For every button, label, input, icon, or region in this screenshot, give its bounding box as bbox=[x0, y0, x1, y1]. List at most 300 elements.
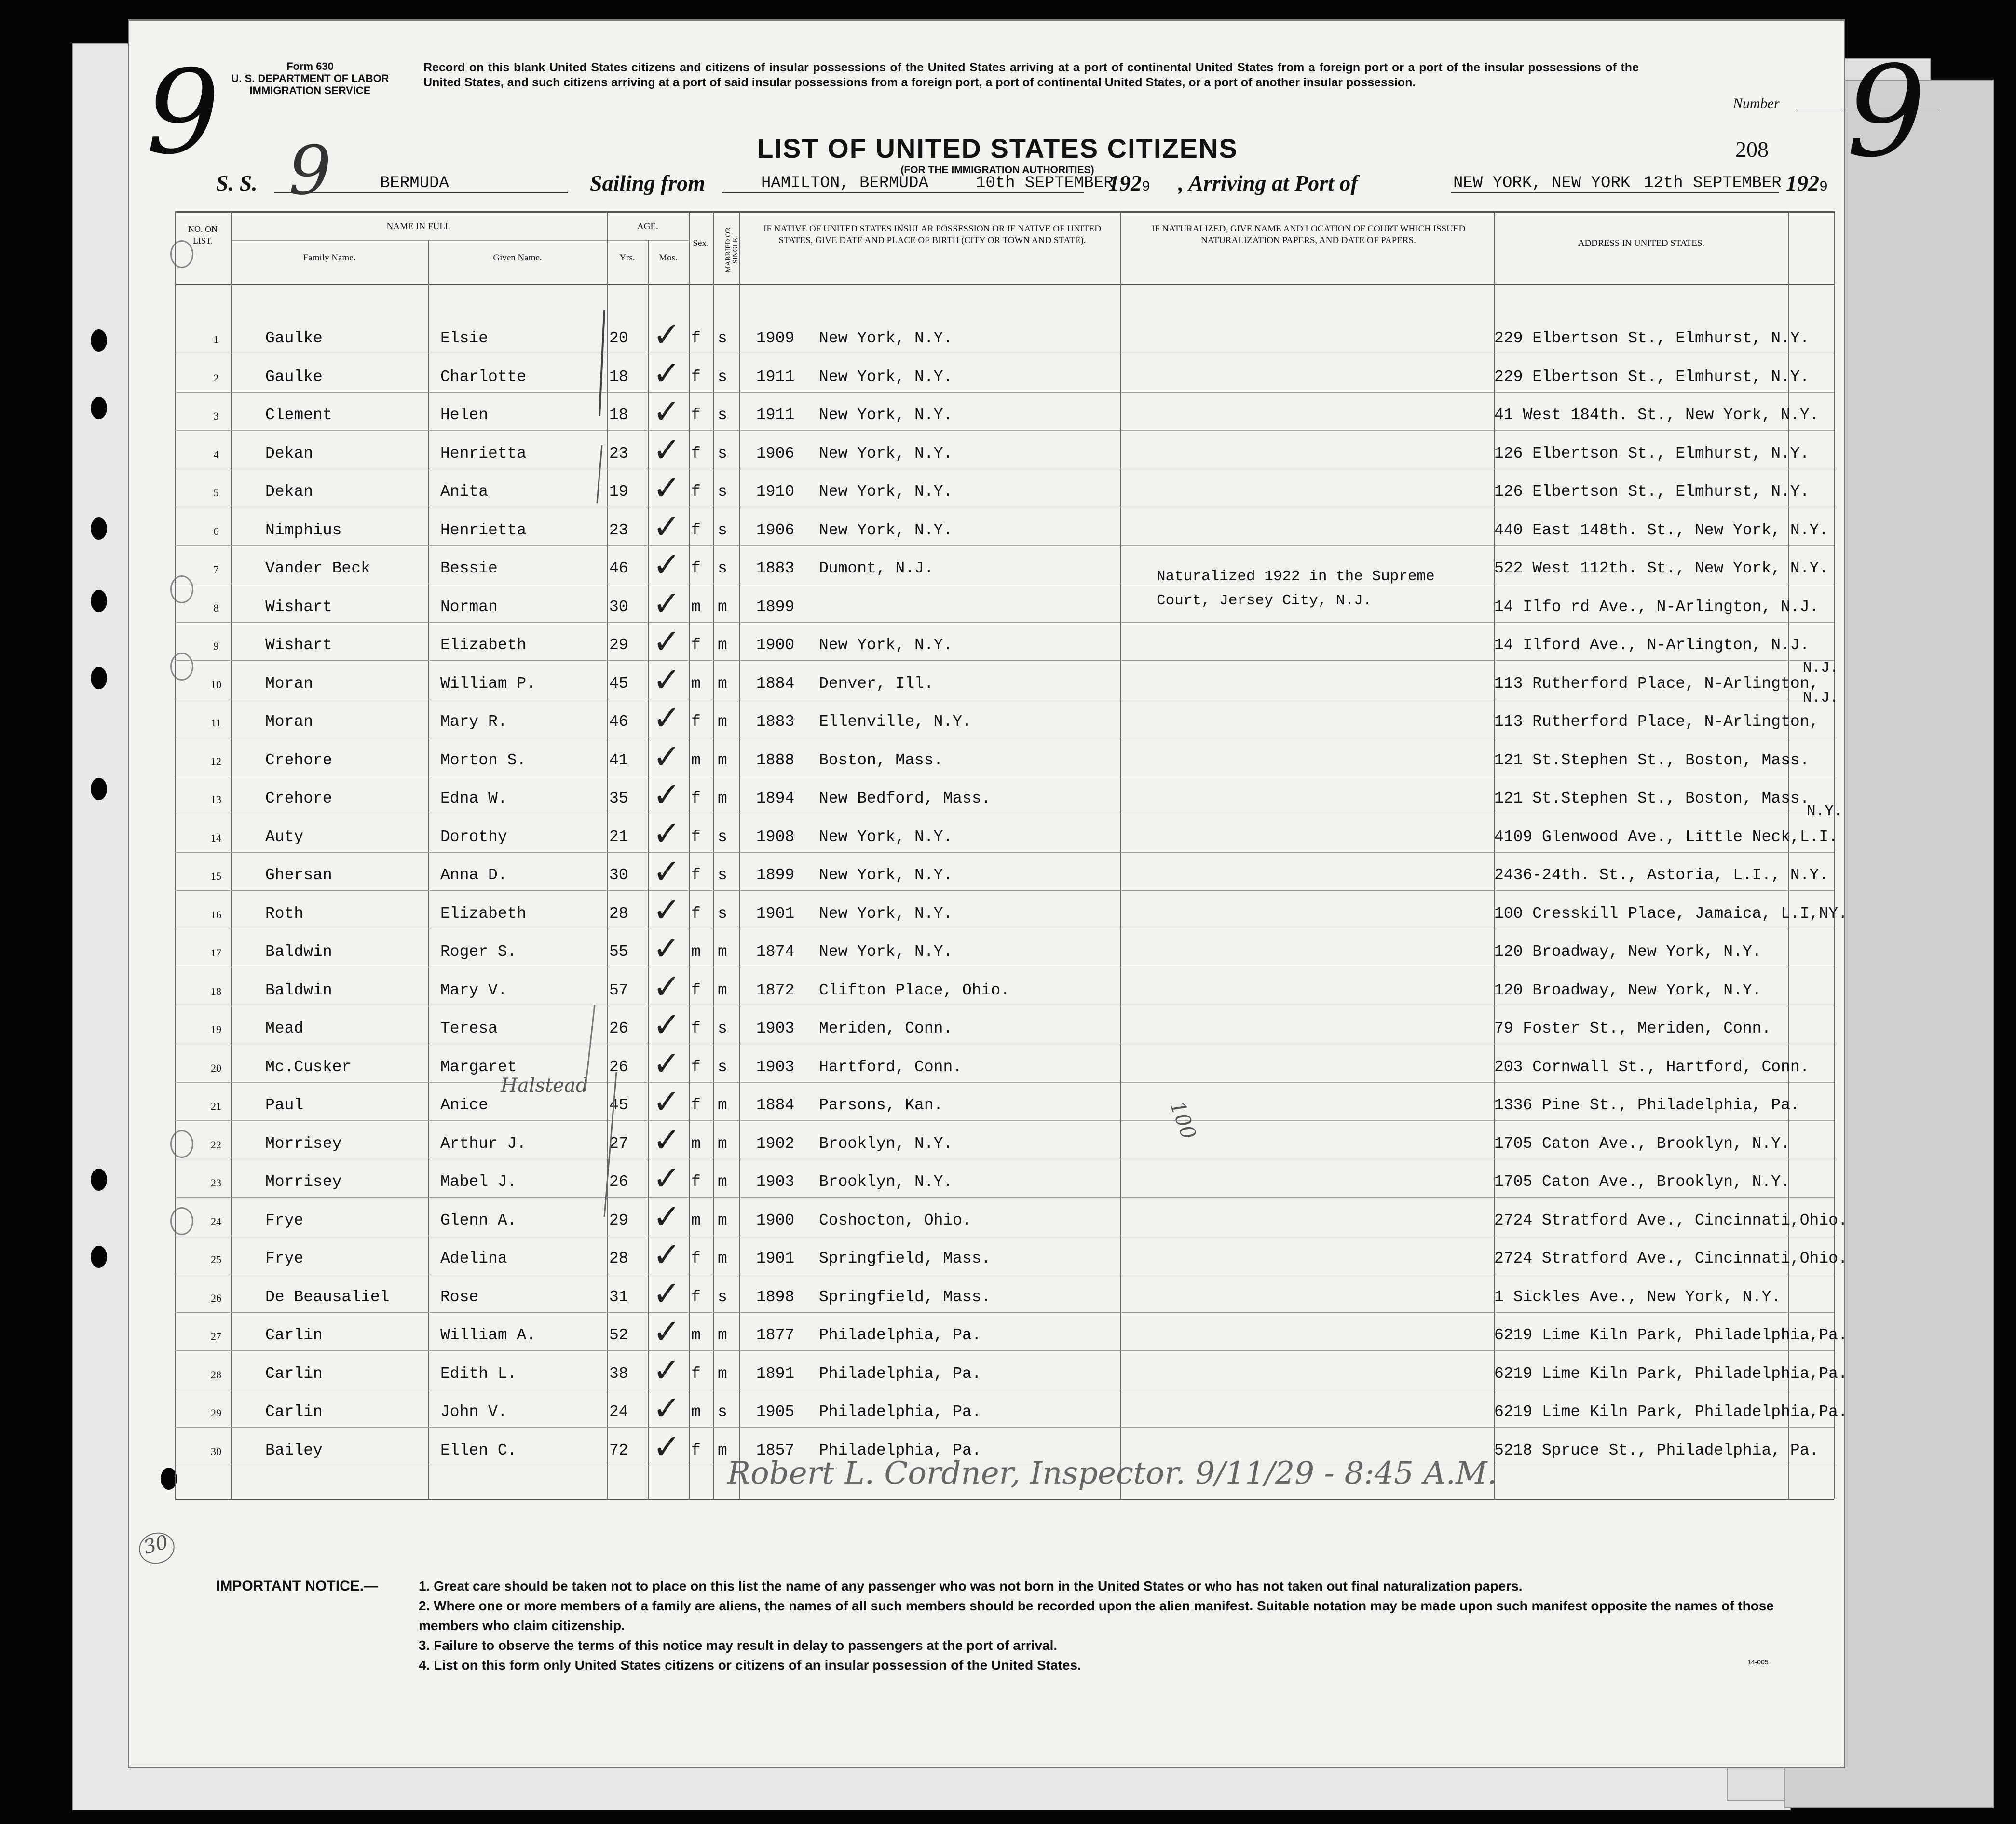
birth-place: New York, N.Y. bbox=[819, 866, 953, 884]
row-number: 13 bbox=[211, 793, 221, 805]
row-number: 11 bbox=[211, 717, 221, 729]
marital-status: m bbox=[718, 981, 727, 999]
check-mark-icon: ✓ bbox=[653, 1235, 681, 1275]
check-mark-icon: ✓ bbox=[653, 1273, 681, 1313]
table-row bbox=[129, 1273, 1844, 1327]
family-name: Clement bbox=[265, 406, 332, 424]
given-name: Elizabeth bbox=[440, 904, 527, 923]
row-number: 1 bbox=[213, 333, 219, 345]
marital-status: s bbox=[718, 828, 727, 846]
family-name: Paul bbox=[265, 1096, 304, 1114]
given-name: Edna W. bbox=[440, 789, 507, 807]
check-mark-icon: ✓ bbox=[653, 966, 681, 1007]
family-name: Gaulke bbox=[265, 368, 323, 386]
age-years: 52 bbox=[609, 1326, 628, 1344]
row-number: 17 bbox=[211, 947, 221, 959]
row-number: 3 bbox=[213, 410, 219, 422]
arrival-date: 12th SEPTEMBER bbox=[1644, 174, 1782, 192]
page-subtitle: (FOR THE IMMIGRATION AUTHORITIES) bbox=[900, 164, 1094, 176]
sailing-from-label: Sailing from bbox=[590, 171, 706, 195]
marital-status: s bbox=[718, 1020, 727, 1037]
marital-status: m bbox=[718, 1326, 727, 1344]
year-prefix: 192 bbox=[1108, 171, 1142, 195]
year-suffix: 9 bbox=[1819, 179, 1828, 195]
family-name: Carlin bbox=[265, 1364, 323, 1383]
given-name: Henrietta bbox=[440, 444, 527, 463]
check-mark-icon: ✓ bbox=[653, 1312, 681, 1351]
given-name: Mary R. bbox=[440, 713, 507, 731]
us-address: 14 Ilfo rd Ave., N-Arlington, N.J. bbox=[1494, 598, 1819, 616]
table-row bbox=[129, 1197, 1848, 1250]
sex: m bbox=[691, 751, 701, 769]
marital-status: s bbox=[718, 559, 727, 577]
address-continuation: N.J. bbox=[1803, 660, 1839, 677]
given-name: William A. bbox=[440, 1326, 536, 1344]
check-mark-icon: ✓ bbox=[653, 1427, 681, 1467]
birth-place: New York, N.Y. bbox=[819, 828, 953, 846]
table-row bbox=[129, 736, 1844, 790]
punch-hole bbox=[91, 1246, 107, 1268]
sex: f bbox=[691, 1364, 701, 1383]
sex: f bbox=[691, 1058, 701, 1076]
age-years: 29 bbox=[609, 1211, 628, 1229]
birth-place: Coshocton, Ohio. bbox=[819, 1211, 972, 1229]
sex: m bbox=[691, 1326, 701, 1344]
family-name: Gaulke bbox=[265, 329, 323, 347]
check-mark-icon: ✓ bbox=[653, 392, 681, 431]
marital-status: m bbox=[718, 636, 727, 654]
marital-status: m bbox=[718, 1096, 727, 1114]
given-name: Morton S. bbox=[440, 751, 527, 769]
us-address: 100 Cresskill Place, Jamaica, L.I,NY. bbox=[1494, 904, 1848, 923]
page-title: LIST OF UNITED STATES CITIZENS bbox=[757, 133, 1238, 163]
check-mark-icon: ✓ bbox=[653, 545, 681, 585]
table-row bbox=[129, 928, 1844, 981]
birth-year: 1899 bbox=[756, 598, 795, 616]
table-row bbox=[129, 1388, 1848, 1442]
family-name: Morrisey bbox=[265, 1134, 342, 1153]
age-years: 55 bbox=[609, 943, 628, 961]
given-name: Roger S. bbox=[440, 943, 517, 961]
birth-year: 1874 bbox=[756, 943, 795, 961]
row-number: 27 bbox=[211, 1330, 221, 1342]
table-header-bottom bbox=[175, 284, 1834, 285]
check-mark-icon: ✓ bbox=[653, 852, 681, 891]
row-number: 21 bbox=[211, 1100, 221, 1112]
birth-year: 1898 bbox=[756, 1288, 795, 1306]
family-name: Moran bbox=[265, 713, 313, 731]
birth-place: Denver, Ill. bbox=[819, 674, 934, 693]
birth-year: 1900 bbox=[756, 636, 795, 654]
birth-year: 1911 bbox=[756, 406, 795, 424]
table-row bbox=[129, 1235, 1848, 1288]
year-prefix: 192 bbox=[1786, 171, 1819, 195]
birth-place: Boston, Mass. bbox=[819, 751, 943, 769]
age-years: 38 bbox=[609, 1364, 628, 1383]
intro-text: Record on this blank United States citizens and citizens of insular possessions of the United States arriving at a port of continental United States from a foreign port or a port of the insular possessions of the United States, and such citizens arriving at a port of said insular possessions from a foreign port, a port of continental United States, or a port of another insular possession. bbox=[423, 61, 1639, 89]
table-row bbox=[129, 852, 1844, 905]
arrival-port: NEW YORK, NEW YORK bbox=[1453, 174, 1631, 192]
punch-hole bbox=[91, 329, 107, 352]
marital-status: s bbox=[718, 483, 727, 501]
family-name: Crehore bbox=[265, 789, 332, 807]
marital-status: m bbox=[718, 751, 727, 769]
age-years: 27 bbox=[609, 1134, 628, 1153]
marital-status: s bbox=[718, 866, 727, 884]
given-name: Bessie bbox=[440, 559, 498, 577]
birth-place: New York, N.Y. bbox=[819, 943, 953, 961]
age-years: 23 bbox=[609, 521, 628, 539]
given-name: Helen bbox=[440, 406, 489, 424]
birth-year: 1877 bbox=[756, 1326, 795, 1344]
marital-status: m bbox=[718, 1134, 727, 1153]
table-row bbox=[129, 353, 1844, 407]
marital-status: m bbox=[718, 1173, 727, 1191]
birth-place: Philadelphia, Pa. bbox=[819, 1403, 981, 1421]
us-address: 6219 Lime Kiln Park, Philadelphia,Pa. bbox=[1494, 1364, 1848, 1383]
family-name: Bailey bbox=[265, 1441, 323, 1459]
check-mark-icon: ✓ bbox=[653, 736, 681, 776]
us-address: 6219 Lime Kiln Park, Philadelphia,Pa. bbox=[1494, 1326, 1848, 1344]
marital-status: m bbox=[718, 1211, 727, 1229]
birth-place: Brooklyn, N.Y. bbox=[819, 1134, 953, 1153]
birth-place: Hartford, Conn. bbox=[819, 1058, 963, 1076]
check-mark-icon: ✓ bbox=[653, 315, 681, 354]
birth-year: 1883 bbox=[756, 713, 795, 731]
birth-place: New York, N.Y. bbox=[819, 406, 953, 424]
birth-year: 1884 bbox=[756, 674, 795, 693]
us-address: 4109 Glenwood Ave., Little Neck,L.I. bbox=[1494, 828, 1838, 846]
row-number: 8 bbox=[213, 601, 219, 614]
row-number: 28 bbox=[211, 1368, 221, 1381]
us-address: 113 Rutherford Place, N-Arlington, bbox=[1494, 713, 1819, 731]
family-name: Baldwin bbox=[265, 943, 332, 961]
table-row bbox=[129, 966, 1844, 1020]
departure-year-printed bbox=[1108, 170, 1150, 196]
us-address: 6219 Lime Kiln Park, Philadelphia,Pa. bbox=[1494, 1403, 1848, 1421]
stamp-number: 208 bbox=[1735, 137, 1769, 162]
sex: f bbox=[691, 981, 701, 999]
row-number: 16 bbox=[211, 908, 221, 921]
given-name: John V. bbox=[440, 1403, 507, 1421]
age-years: 46 bbox=[609, 713, 628, 731]
age-years: 18 bbox=[609, 406, 628, 424]
given-name: Anita bbox=[440, 483, 489, 501]
family-name: Wishart bbox=[265, 598, 332, 616]
family-name: Moran bbox=[265, 674, 313, 693]
family-name: Crehore bbox=[265, 751, 332, 769]
family-name: Morrisey bbox=[265, 1173, 342, 1191]
address-continuation: N.Y. bbox=[1807, 803, 1843, 820]
birth-year: 1888 bbox=[756, 751, 795, 769]
check-mark-icon: ✓ bbox=[653, 660, 681, 700]
sex: f bbox=[691, 828, 701, 846]
check-mark-icon: ✓ bbox=[653, 890, 681, 930]
age-years: 20 bbox=[609, 329, 628, 347]
given-name: Ellen C. bbox=[440, 1441, 517, 1459]
us-address: 14 Ilford Ave., N-Arlington, N.J. bbox=[1494, 636, 1810, 654]
punch-hole bbox=[91, 1169, 107, 1191]
family-name: Carlin bbox=[265, 1403, 323, 1421]
birth-place: Philadelphia, Pa. bbox=[819, 1364, 981, 1383]
given-name: Mary V. bbox=[440, 981, 507, 999]
birth-year: 1903 bbox=[756, 1173, 795, 1191]
table-row bbox=[129, 1350, 1848, 1403]
us-address: 2724 Stratford Ave., Cincinnati,Ohio. bbox=[1494, 1211, 1848, 1229]
marital-status: s bbox=[718, 329, 727, 347]
us-address: 1705 Caton Ave., Brooklyn, N.Y. bbox=[1494, 1134, 1790, 1153]
age-years: 72 bbox=[609, 1441, 628, 1459]
sex: f bbox=[691, 1096, 701, 1114]
year-suffix: 9 bbox=[1142, 179, 1151, 195]
age-years: 31 bbox=[609, 1288, 628, 1306]
sex: f bbox=[691, 713, 701, 731]
naturalized-note: Naturalized 1922 in the Supreme bbox=[1157, 568, 1435, 585]
marital-status: m bbox=[718, 598, 727, 616]
number-label: Number bbox=[1733, 95, 1780, 111]
notice-item: 2. Where one or more members of a family are aliens, the names of all such members should be recorded upon the alien manifest. Suitable notation may be made upon such manifest opposite the names of those members who claim citizenship. bbox=[419, 1598, 1774, 1633]
check-mark-icon: ✓ bbox=[653, 430, 681, 470]
birth-place: New York, N.Y. bbox=[819, 521, 953, 539]
marital-status: m bbox=[718, 1250, 727, 1267]
birth-place: New York, N.Y. bbox=[819, 636, 953, 654]
family-name: Baldwin bbox=[265, 981, 332, 999]
sex: f bbox=[691, 559, 701, 577]
check-mark-icon: ✓ bbox=[653, 928, 681, 968]
family-name: Ghersan bbox=[265, 866, 332, 884]
marital-status: s bbox=[718, 444, 727, 463]
family-name: Dekan bbox=[265, 483, 313, 501]
table-bottom-border bbox=[175, 1499, 1834, 1500]
marital-status: s bbox=[718, 406, 727, 424]
birth-place: New York, N.Y. bbox=[819, 368, 953, 386]
check-mark-icon: ✓ bbox=[653, 506, 681, 546]
check-mark-icon: ✓ bbox=[653, 813, 681, 853]
us-address: 120 Broadway, New York, N.Y. bbox=[1494, 981, 1762, 999]
marital-status: s bbox=[718, 521, 727, 539]
marital-status: m bbox=[718, 713, 727, 731]
handwritten-number: 100 bbox=[1165, 1098, 1201, 1143]
birth-place: Brooklyn, N.Y. bbox=[819, 1173, 953, 1191]
family-name: Wishart bbox=[265, 636, 332, 654]
age-years: 29 bbox=[609, 636, 628, 654]
punch-hole bbox=[91, 667, 107, 689]
us-address: 113 Rutherford Place, N-Arlington, bbox=[1494, 674, 1819, 693]
family-name: Nimphius bbox=[265, 521, 342, 539]
age-years: 24 bbox=[609, 1403, 628, 1421]
table-row bbox=[129, 1158, 1844, 1211]
row-number: 15 bbox=[211, 870, 221, 882]
row-number: 26 bbox=[211, 1292, 221, 1304]
check-mark-icon: ✓ bbox=[653, 1388, 681, 1428]
us-address: 41 West 184th. St., New York, N.Y. bbox=[1494, 406, 1819, 424]
form-number: Form 630 bbox=[286, 60, 334, 72]
birth-year: 1911 bbox=[756, 368, 795, 386]
sex: f bbox=[691, 1173, 701, 1191]
table-row bbox=[129, 315, 1844, 368]
table-row bbox=[129, 622, 1844, 675]
table-row bbox=[129, 430, 1844, 483]
check-mark-icon: ✓ bbox=[653, 1082, 681, 1121]
row-number: 2 bbox=[213, 371, 219, 384]
family-name: Roth bbox=[265, 904, 304, 923]
service-name: IMMIGRATION SERVICE bbox=[249, 84, 371, 96]
sex: f bbox=[691, 1288, 701, 1306]
row-number: 19 bbox=[211, 1023, 221, 1035]
row-number: 20 bbox=[211, 1062, 221, 1074]
check-mark-icon: ✓ bbox=[653, 1197, 681, 1237]
marital-status: m bbox=[718, 789, 727, 807]
birth-year: 1899 bbox=[756, 866, 795, 884]
row-number: 24 bbox=[211, 1215, 221, 1227]
us-address: 1705 Caton Ave., Brooklyn, N.Y. bbox=[1494, 1173, 1790, 1191]
given-name: Elizabeth bbox=[440, 636, 527, 654]
given-name: Rose bbox=[440, 1288, 479, 1306]
us-address: 2724 Stratford Ave., Cincinnati,Ohio. bbox=[1494, 1250, 1848, 1267]
birth-place: Parsons, Kan. bbox=[819, 1096, 943, 1114]
check-mark-icon: ✓ bbox=[653, 353, 681, 393]
age-years: 26 bbox=[609, 1058, 628, 1076]
marital-status: s bbox=[718, 904, 727, 923]
sex: f bbox=[691, 329, 701, 347]
marital-status: s bbox=[718, 1058, 727, 1076]
given-name: Anna D. bbox=[440, 866, 507, 884]
marital-status: s bbox=[718, 1288, 727, 1306]
row-number: 29 bbox=[211, 1407, 221, 1419]
birth-place: Clifton Place, Ohio. bbox=[819, 981, 1010, 999]
family-name: Vander Beck bbox=[265, 559, 370, 577]
birth-year: 1905 bbox=[756, 1403, 795, 1421]
age-years: 21 bbox=[609, 828, 628, 846]
name-header-rule bbox=[231, 240, 607, 241]
age-years: 45 bbox=[609, 674, 628, 693]
handwritten-strokes bbox=[575, 291, 633, 1352]
sex: m bbox=[691, 943, 701, 961]
birth-place: New York, N.Y. bbox=[819, 329, 953, 347]
birth-year: 1894 bbox=[756, 789, 795, 807]
table-top-border bbox=[175, 211, 1834, 213]
col-header-yrs: Yrs. bbox=[619, 253, 635, 263]
us-address: 5218 Spruce St., Philadelphia, Pa. bbox=[1494, 1441, 1819, 1459]
departure-date: 10th SEPTEMBER bbox=[976, 174, 1114, 192]
family-name: Frye bbox=[265, 1211, 304, 1229]
birth-place: New York, N.Y. bbox=[819, 444, 953, 463]
form-code: 14-005 bbox=[1747, 1658, 1769, 1666]
row-number: 18 bbox=[211, 985, 221, 997]
table-row bbox=[129, 583, 1844, 637]
row-number: 5 bbox=[213, 487, 219, 499]
table-row bbox=[129, 545, 1844, 598]
given-name: Adelina bbox=[440, 1250, 507, 1267]
arrival-year-printed bbox=[1786, 170, 1828, 196]
us-address: 79 Foster St., Meriden, Conn. bbox=[1494, 1020, 1771, 1037]
birth-year: 1884 bbox=[756, 1096, 795, 1114]
given-name: Edith L. bbox=[440, 1364, 517, 1383]
check-mark-icon: ✓ bbox=[653, 468, 681, 508]
check-mark-icon: ✓ bbox=[653, 622, 681, 661]
age-years: 57 bbox=[609, 981, 628, 999]
check-mark-icon: ✓ bbox=[653, 1120, 681, 1160]
given-name: Mabel J. bbox=[440, 1173, 517, 1191]
punch-hole bbox=[91, 397, 107, 419]
sex: f bbox=[691, 406, 701, 424]
row-number: 25 bbox=[211, 1253, 221, 1266]
row-number: 4 bbox=[213, 448, 219, 461]
age-years: 41 bbox=[609, 751, 628, 769]
us-address: 203 Cornwall St., Hartford, Conn. bbox=[1494, 1058, 1810, 1076]
birth-year: 1910 bbox=[756, 483, 795, 501]
age-years: 26 bbox=[609, 1173, 628, 1191]
ship-handwritten-mark: 9 bbox=[288, 132, 332, 210]
manifest-sheet bbox=[128, 19, 1926, 1768]
birth-place: Meriden, Conn. bbox=[819, 1020, 953, 1037]
birth-place: New York, N.Y. bbox=[819, 483, 953, 501]
table-row bbox=[129, 1043, 1844, 1097]
given-name: William P. bbox=[440, 674, 536, 693]
us-address: 1 Sickles Ave., New York, N.Y. bbox=[1494, 1288, 1781, 1306]
birth-place: New Bedford, Mass. bbox=[819, 789, 991, 807]
marital-status: s bbox=[718, 368, 727, 386]
row-number: 14 bbox=[211, 831, 221, 844]
age-years: 28 bbox=[609, 1250, 628, 1267]
birth-year: 1891 bbox=[756, 1364, 795, 1383]
birth-place: Philadelphia, Pa. bbox=[819, 1441, 981, 1459]
given-name: Glenn A. bbox=[440, 1211, 517, 1229]
col-header-mos: Mos. bbox=[659, 253, 678, 263]
sex: m bbox=[691, 1403, 701, 1421]
marital-status: m bbox=[718, 943, 727, 961]
marital-status: m bbox=[718, 1364, 727, 1383]
col-header-sex: Sex. bbox=[693, 238, 709, 248]
marital-status: m bbox=[718, 674, 727, 693]
birth-place: Ellenville, N.Y. bbox=[819, 713, 972, 731]
birth-year: 1909 bbox=[756, 329, 795, 347]
row-number: 30 bbox=[211, 1445, 221, 1457]
row-number: 12 bbox=[211, 755, 221, 767]
departure-port: HAMILTON, BERMUDA bbox=[761, 174, 928, 192]
age-years: 19 bbox=[609, 483, 628, 501]
us-address: 440 East 148th. St., New York, N.Y. bbox=[1494, 521, 1829, 539]
check-mark-icon: ✓ bbox=[653, 1043, 681, 1083]
table-row bbox=[129, 392, 1844, 445]
birth-year: 1908 bbox=[756, 828, 795, 846]
birth-place: New York, N.Y. bbox=[819, 904, 953, 923]
us-address: 126 Elbertson St., Elmhurst, N.Y. bbox=[1494, 444, 1810, 463]
sex: m bbox=[691, 674, 701, 693]
us-address: 2436-24th. St., Astoria, L.I., N.Y. bbox=[1494, 866, 1829, 884]
sex: f bbox=[691, 444, 701, 463]
table-row bbox=[129, 1312, 1848, 1365]
us-address: 229 Elbertson St., Elmhurst, N.Y. bbox=[1494, 329, 1810, 347]
sex: f bbox=[691, 636, 701, 654]
given-name: Anice bbox=[440, 1096, 489, 1114]
birth-year: 1902 bbox=[756, 1134, 795, 1153]
birth-year: 1883 bbox=[756, 559, 795, 577]
sex: f bbox=[691, 904, 701, 923]
table-row bbox=[129, 468, 1844, 521]
form-id-block bbox=[231, 60, 390, 96]
punch-hole bbox=[91, 517, 107, 540]
sex: f bbox=[691, 866, 701, 884]
family-name: Mc.Cusker bbox=[265, 1058, 352, 1076]
birth-year: 1901 bbox=[756, 904, 795, 923]
age-years: 30 bbox=[609, 598, 628, 616]
notice-item: 1. Great care should be taken not to place on this list the name of any passenger who was not born in the United States or who has not taken out final naturalization papers. bbox=[419, 1579, 1523, 1593]
col-header-naturalized: IF NATURALIZED, GIVE NAME AND LOCATION OF COURT WHICH ISSUED NATURALIZATION PAPERS, AND DATE OF PAPERS. bbox=[1151, 224, 1466, 245]
col-header-address: ADDRESS IN UNITED STATES. bbox=[1578, 238, 1705, 248]
birth-place: Springfield, Mass. bbox=[819, 1250, 991, 1267]
given-name: Elsie bbox=[440, 329, 489, 347]
